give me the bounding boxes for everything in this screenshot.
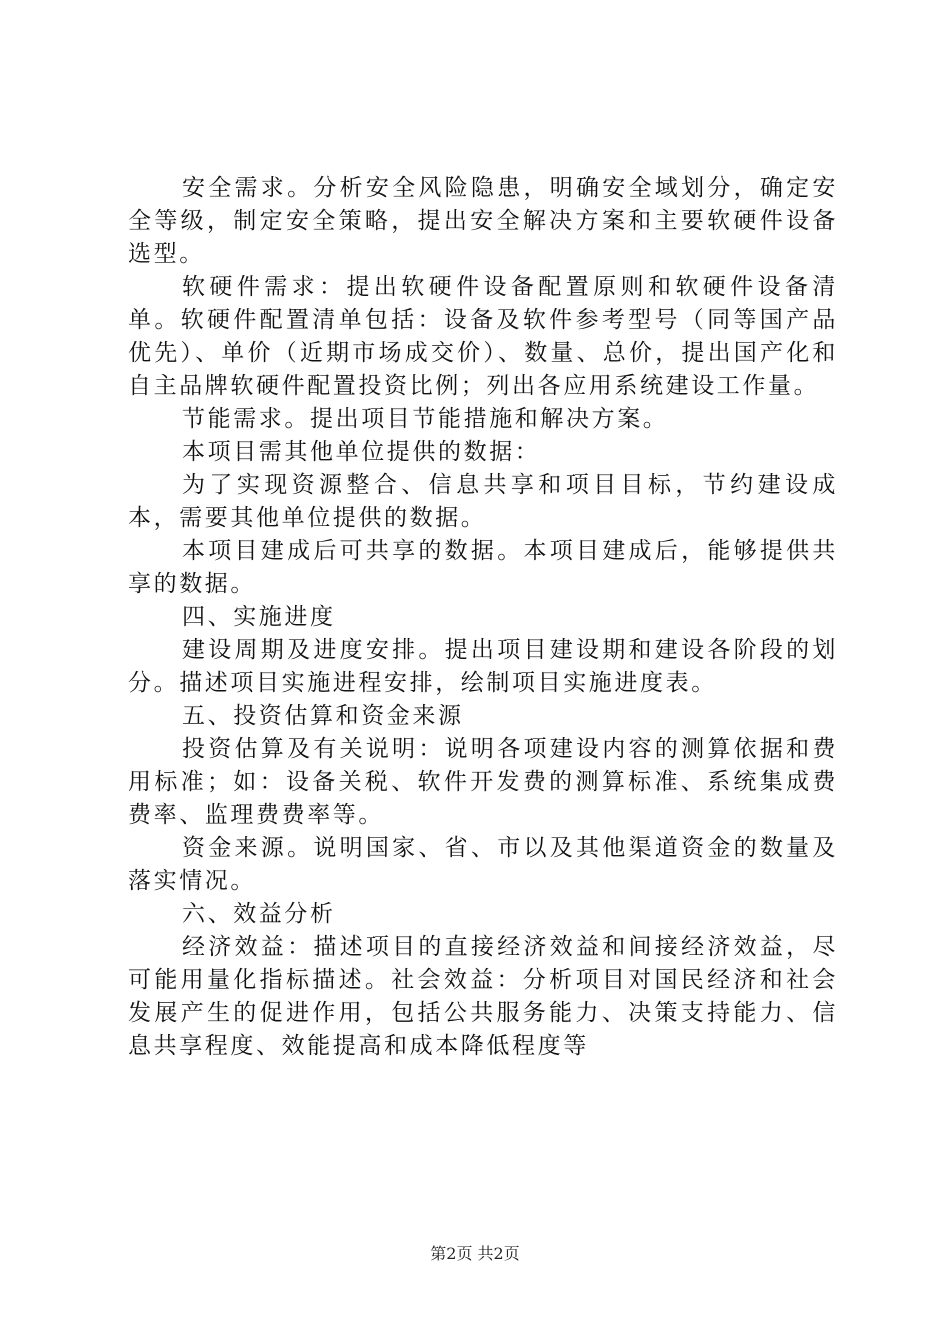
paragraph-schedule-detail: 建设周期及进度安排。提出项目建设期和建设各阶段的划分。描述项目实施进程安排，绘制项目实施进度表。 xyxy=(128,637,838,696)
section-heading-investment: 五、投资估算和资金来源 xyxy=(182,703,464,729)
section-heading-schedule: 四、实施进度 xyxy=(182,604,336,630)
page-number-footer: 第2页 共2页 xyxy=(430,1244,520,1263)
paragraph-benefit-detail: 经济效益：描述项目的直接经济效益和间接经济效益，尽可能用量化指标描述。社会效益：分析项目对国民经济和社会发展产生的促进作用，包括公共服务能力、决策支持能力、信息共享程度、效能提高和成本降低程度等 xyxy=(128,934,838,1059)
paragraph-investment-estimate: 投资估算及有关说明：说明各项建设内容的测算依据和费用标准；如：设备关税、软件开发费的测算标准、系统集成费费率、监理费费率等。 xyxy=(128,736,838,828)
paragraph-data-needed-detail: 为了实现资源整合、信息共享和项目目标，节约建设成本，需要其他单位提供的数据。 xyxy=(128,472,838,531)
section-heading-benefit-analysis: 六、效益分析 xyxy=(182,901,336,927)
paragraph-data-needed-from-others: 本项目需其他单位提供的数据： xyxy=(182,439,541,465)
paragraph-shareable-data: 本项目建成后可共享的数据。本项目建成后，能够提供共享的数据。 xyxy=(128,538,838,597)
document-body xyxy=(128,172,838,1063)
paragraph-hardware-software-requirements: 软硬件需求：提出软硬件设备配置原则和软硬件设备清单。软硬件配置清单包括：设备及软件参考型号（同等国产品优先）、单价（近期市场成交价）、数量、总价，提出国产化和自主品牌软硬件配置投资比例；列出各应用系统建设工作量。 xyxy=(128,274,838,399)
paragraph-security-requirements: 安全需求。分析安全风险隐患，明确安全域划分，确定安全等级，制定安全策略，提出安全解决方案和主要软硬件设备选型。 xyxy=(128,175,838,267)
paragraph-funding-source: 资金来源。说明国家、省、市以及其他渠道资金的数量及落实情况。 xyxy=(128,835,838,894)
paragraph-energy-saving-requirements: 节能需求。提出项目节能措施和解决方案。 xyxy=(182,406,669,432)
